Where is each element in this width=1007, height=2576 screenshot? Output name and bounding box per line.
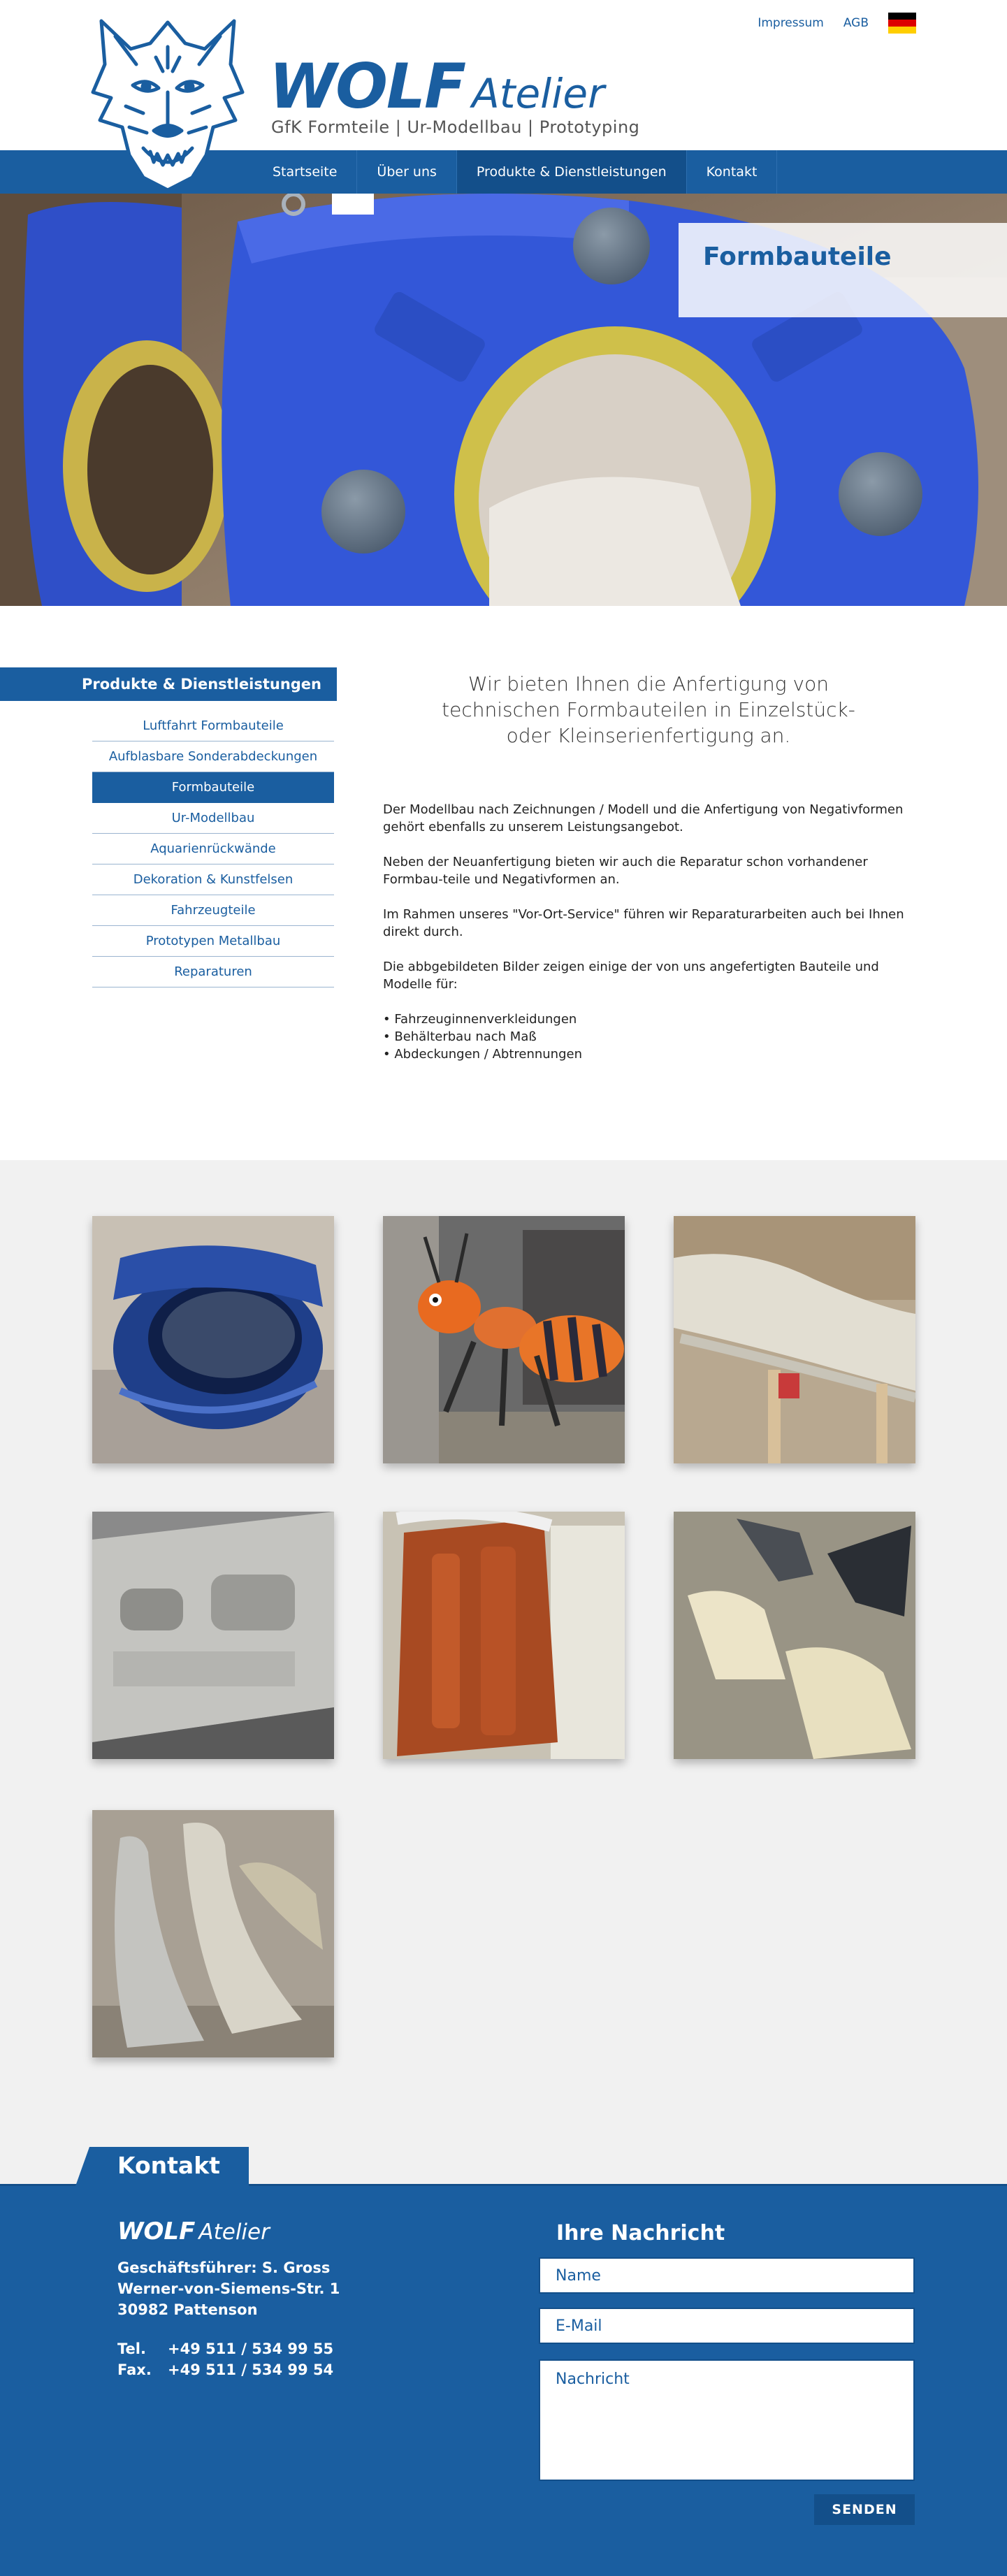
- brand-sub: Atelier: [472, 70, 604, 117]
- hero-banner: [0, 194, 1007, 606]
- page-title: Formbauteile: [703, 243, 892, 271]
- intro-text: [383, 671, 914, 748]
- wolf-logo-icon[interactable]: [87, 15, 248, 194]
- sidebar-item-metallbau[interactable]: Prototypen Metallbau: [92, 926, 334, 957]
- nav-startseite[interactable]: Startseite: [253, 150, 357, 194]
- gallery-image-orange-part[interactable]: [383, 1512, 625, 1759]
- phone-row: [117, 2338, 333, 2359]
- gallery-image-dashboard[interactable]: [92, 1512, 334, 1759]
- top-links: [758, 13, 916, 34]
- contact-brand: [117, 2217, 270, 2245]
- list-item: • Fahrzeuginnenverkleidungen: [383, 1012, 577, 1027]
- email-input[interactable]: [539, 2308, 915, 2344]
- bullet-list: [383, 1011, 914, 1063]
- contact-brand-name: WOLF: [117, 2217, 196, 2245]
- brand-logo-text[interactable]: [269, 50, 604, 122]
- intro-line: Wir bieten Ihnen die Anfertigung von: [468, 672, 829, 695]
- nav-produkte[interactable]: Produkte & Dienstleistungen: [457, 150, 687, 194]
- fax-label: Fax.: [117, 2361, 152, 2378]
- sidebar-item-aquarien[interactable]: Aquarienrückwände: [92, 834, 334, 864]
- address-line: Geschäftsführer: S. Gross: [117, 2259, 331, 2276]
- hero-title-box: [679, 223, 1007, 317]
- form-title: Ihre Nachricht: [556, 2221, 725, 2245]
- main-content: [383, 671, 914, 1063]
- intro-line: oder Kleinserienfertigung an.: [506, 724, 791, 747]
- sidebar-item-sonderabdeckungen[interactable]: Aufblasbare Sonderabdeckungen: [92, 741, 334, 772]
- paragraph: Der Modellbau nach Zeichnungen / Modell und die Anfertigung von Negativformen gehört ebenfalls zu unserem Leistungsangebot.: [383, 802, 904, 834]
- sidebar-item-dekoration[interactable]: Dekoration & Kunstfelsen: [92, 864, 334, 895]
- body-text: [383, 801, 914, 1063]
- address-line: Werner-von-Siemens-Str. 1: [117, 2280, 340, 2297]
- contact-section: [0, 2184, 1007, 2576]
- fax-number: +49 511 / 534 99 54: [168, 2361, 334, 2378]
- list-item: • Behälterbau nach Maß: [383, 1029, 537, 1044]
- sidebar-list: [92, 711, 334, 987]
- sidebar-item-luftfahrt[interactable]: Luftfahrt Formbauteile: [92, 711, 334, 741]
- sidebar-item-reparaturen[interactable]: Reparaturen: [92, 957, 334, 987]
- gallery-image-cream-parts[interactable]: [674, 1512, 915, 1759]
- nav-kontakt[interactable]: Kontakt: [687, 150, 778, 194]
- contact-tab-label: Kontakt: [117, 2152, 220, 2179]
- gallery-image-ant[interactable]: [383, 1216, 625, 1463]
- nav-ueber-uns[interactable]: Über uns: [357, 150, 457, 194]
- brand-name: WOLF: [269, 50, 465, 122]
- address-line: 30982 Pattenson: [117, 2301, 258, 2318]
- send-button[interactable]: SENDEN: [814, 2494, 915, 2525]
- sidebar-item-fahrzeugteile[interactable]: Fahrzeugteile: [92, 895, 334, 926]
- sidebar-heading: Produkte & Dienstleistungen: [0, 667, 337, 701]
- paragraph: Im Rahmen unseres "Vor-Ort-Service" führen wir Reparaturarbeiten auch bei Ihnen direkt durch.: [383, 907, 904, 939]
- contact-brand-sub: Atelier: [198, 2220, 270, 2245]
- german-flag-icon[interactable]: [888, 13, 916, 34]
- gallery: [0, 1160, 1007, 2184]
- sidebar-item-formbauteile[interactable]: Formbauteile: [92, 772, 334, 803]
- gallery-image-grey-moulds[interactable]: [92, 1810, 334, 2057]
- gallery-image-cylinder[interactable]: [92, 1216, 334, 1463]
- fax-row: [117, 2359, 333, 2380]
- sidebar: [0, 667, 337, 987]
- gallery-image-cover[interactable]: [674, 1216, 915, 1463]
- contact-phones: [117, 2338, 333, 2380]
- paragraph: Neben der Neuanfertigung bieten wir auch die Reparatur schon vorhandener Formbau-teile und Negativformen an.: [383, 855, 868, 887]
- sidebar-item-ur-modellbau[interactable]: Ur-Modellbau: [92, 803, 334, 834]
- paragraph: Die abbgebildeten Bilder zeigen einige der von uns angefertigten Bauteile und Modelle für:: [383, 960, 879, 992]
- list-item: • Abdeckungen / Abtrennungen: [383, 1047, 582, 1062]
- tagline: GfK Formteile | Ur-Modellbau | Prototyping: [271, 117, 640, 137]
- tel-number[interactable]: +49 511 / 534 99 55: [168, 2340, 334, 2357]
- agb-link[interactable]: AGB: [843, 16, 869, 30]
- tel-label: Tel.: [117, 2340, 146, 2357]
- name-input[interactable]: [539, 2257, 915, 2294]
- intro-line: technischen Formbauteilen in Einzelstück-: [442, 698, 855, 721]
- message-textarea[interactable]: [539, 2359, 915, 2481]
- impressum-link[interactable]: Impressum: [758, 16, 824, 30]
- contact-address: [117, 2257, 340, 2320]
